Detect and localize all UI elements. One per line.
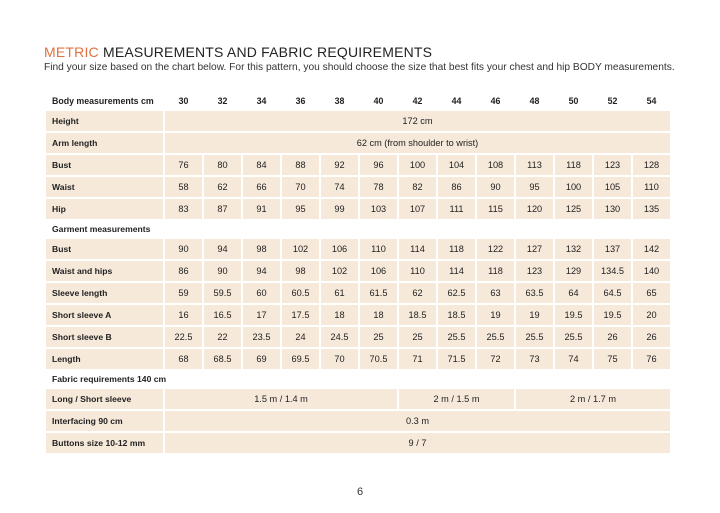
row-label-waist: Waist (46, 177, 163, 197)
table-row (46, 111, 670, 131)
row-label-long-short-sleeve: Long / Short sleeve (46, 389, 163, 409)
table-row (46, 305, 670, 325)
table-cell: 123 (516, 261, 553, 281)
table-cell: 72 (477, 349, 514, 369)
table-cell: 18 (321, 305, 358, 325)
table-cell: 91 (243, 199, 280, 219)
size-header-38: 38 (334, 95, 345, 106)
title-rest: MEASUREMENTS AND FABRIC REQUIREMENTS (98, 44, 433, 60)
size-header-48: 48 (529, 95, 540, 106)
table-cell: 71 (399, 349, 436, 369)
table-cell: 16.5 (204, 305, 241, 325)
table-row (46, 261, 670, 281)
group-value-2: 2 m / 1.7 m (516, 389, 670, 409)
table-cell: 22 (204, 327, 241, 347)
table-cell: 118 (477, 261, 514, 281)
table-cell: 58 (165, 177, 202, 197)
span-value-interfacing-90-cm: 0.3 m (165, 411, 670, 431)
table-cell: 61.5 (360, 283, 397, 303)
table-cell: 60 (243, 283, 280, 303)
table-cell: 70.5 (360, 349, 397, 369)
table-cell: 71.5 (438, 349, 475, 369)
table-cell: 94 (204, 239, 241, 259)
table-cell: 86 (165, 261, 202, 281)
size-header-40: 40 (373, 95, 384, 106)
table-row (46, 239, 670, 259)
row-label-arm-length: Arm length (46, 133, 163, 153)
table-cell: 129 (555, 261, 592, 281)
table-cell: 84 (243, 155, 280, 175)
table-cell: 19.5 (594, 305, 631, 325)
table-cell: 70 (282, 177, 319, 197)
table-cell: 114 (399, 239, 436, 259)
table-cell: 66 (243, 177, 280, 197)
table-cell: 78 (360, 177, 397, 197)
span-value-arm-length: 62 cm (from shoulder to wrist) (165, 133, 670, 153)
table-row (46, 177, 670, 197)
table-cell: 118 (438, 239, 475, 259)
table-cell: 80 (204, 155, 241, 175)
table-cell: 76 (633, 349, 670, 369)
row-label-sleeve-length: Sleeve length (46, 283, 163, 303)
table-cell: 60.5 (282, 283, 319, 303)
table-cell: 106 (360, 261, 397, 281)
table-cell: 128 (633, 155, 670, 175)
table-cell: 120 (516, 199, 553, 219)
table-cell: 59 (165, 283, 202, 303)
table-row (46, 155, 670, 175)
row-label-short-sleeve-b: Short sleeve B (46, 327, 163, 347)
table-cell: 26 (594, 327, 631, 347)
table-cell: 70 (321, 349, 358, 369)
header-label: Body measurements cm (52, 95, 154, 106)
table-cell: 140 (633, 261, 670, 281)
table-cell: 24 (282, 327, 319, 347)
table-cell: 18.5 (438, 305, 475, 325)
section-row (46, 371, 670, 387)
size-header-32: 32 (217, 95, 228, 106)
table-row (46, 433, 670, 453)
row-label-short-sleeve-a: Short sleeve A (46, 305, 163, 325)
size-header-46: 46 (490, 95, 501, 106)
table-cell: 106 (321, 239, 358, 259)
table-cell: 25.5 (516, 327, 553, 347)
table-cell: 25.5 (438, 327, 475, 347)
table-cell: 98 (243, 239, 280, 259)
group-value-0: 1.5 m / 1.4 m (165, 389, 397, 409)
table-cell: 59.5 (204, 283, 241, 303)
table-cell: 125 (555, 199, 592, 219)
section-label-garment-measurements: Garment measurements (52, 224, 151, 234)
table-cell: 23.5 (243, 327, 280, 347)
row-label-hip: Hip (46, 199, 163, 219)
table-cell: 68.5 (204, 349, 241, 369)
table-cell: 110 (399, 261, 436, 281)
table-cell: 75 (594, 349, 631, 369)
table-cell: 137 (594, 239, 631, 259)
size-header-44: 44 (451, 95, 462, 106)
table-cell: 22.5 (165, 327, 202, 347)
table-cell: 25 (399, 327, 436, 347)
table-cell: 113 (516, 155, 553, 175)
page-number: 6 (356, 486, 364, 498)
table-cell: 74 (321, 177, 358, 197)
table-row (46, 327, 670, 347)
table-cell: 19.5 (555, 305, 592, 325)
table-cell: 69.5 (282, 349, 319, 369)
row-label-buttons-size-10-12-mm: Buttons size 10-12 mm (46, 433, 163, 453)
table-cell: 114 (438, 261, 475, 281)
table-cell: 118 (555, 155, 592, 175)
table-cell: 98 (282, 261, 319, 281)
row-label-interfacing-90-cm: Interfacing 90 cm (46, 411, 163, 431)
size-header-54: 54 (646, 95, 657, 106)
size-header-36: 36 (295, 95, 306, 106)
row-label-bust: Bust (46, 239, 163, 259)
table-row (46, 199, 670, 219)
table-cell: 115 (477, 199, 514, 219)
table-cell: 62 (204, 177, 241, 197)
table-cell: 73 (516, 349, 553, 369)
table-cell: 62.5 (438, 283, 475, 303)
table-cell: 17.5 (282, 305, 319, 325)
row-label-waist-and-hips: Waist and hips (46, 261, 163, 281)
table-cell: 95 (516, 177, 553, 197)
table-cell: 92 (321, 155, 358, 175)
table-cell: 95 (282, 199, 319, 219)
page-title (44, 44, 432, 60)
table-cell: 76 (165, 155, 202, 175)
table-cell: 104 (438, 155, 475, 175)
header-row (46, 92, 670, 109)
table-cell: 83 (165, 199, 202, 219)
table-cell: 111 (438, 199, 475, 219)
size-header-42: 42 (412, 95, 423, 106)
table-row (46, 283, 670, 303)
span-value-height: 172 cm (165, 111, 670, 131)
size-header-50: 50 (568, 95, 579, 106)
table-cell: 90 (204, 261, 241, 281)
table-cell: 130 (594, 199, 631, 219)
size-header-30: 30 (178, 95, 189, 106)
group-value-1: 2 m / 1.5 m (399, 389, 514, 409)
table-cell: 65 (633, 283, 670, 303)
table-cell: 20 (633, 305, 670, 325)
size-header-52: 52 (607, 95, 618, 106)
table-cell: 90 (165, 239, 202, 259)
table-cell: 142 (633, 239, 670, 259)
table-cell: 132 (555, 239, 592, 259)
span-value-buttons-size-10-12-mm: 9 / 7 (165, 433, 670, 453)
table-cell: 102 (282, 239, 319, 259)
table-cell: 25.5 (555, 327, 592, 347)
table-cell: 18.5 (399, 305, 436, 325)
size-header-34: 34 (256, 95, 267, 106)
table-cell: 63 (477, 283, 514, 303)
table-cell: 105 (594, 177, 631, 197)
section-row (46, 221, 670, 237)
table-cell: 17 (243, 305, 280, 325)
table-row (46, 389, 670, 409)
size-chart-table (44, 90, 672, 455)
row-label-bust: Bust (46, 155, 163, 175)
table-cell: 110 (633, 177, 670, 197)
table-row (46, 411, 670, 431)
table-cell: 122 (477, 239, 514, 259)
table-cell: 102 (321, 261, 358, 281)
table-row (46, 133, 670, 153)
table-cell: 127 (516, 239, 553, 259)
title-accent: METRIC (44, 44, 99, 60)
section-label-fabric-requirements-140-cm: Fabric requirements 140 cm (52, 374, 167, 384)
table-cell: 25.5 (477, 327, 514, 347)
table-cell: 100 (399, 155, 436, 175)
table-cell: 64.5 (594, 283, 631, 303)
table-cell: 96 (360, 155, 397, 175)
table-cell: 61 (321, 283, 358, 303)
table-cell: 90 (477, 177, 514, 197)
table-cell: 26 (633, 327, 670, 347)
table-cell: 87 (204, 199, 241, 219)
table-cell: 82 (399, 177, 436, 197)
table-cell: 64 (555, 283, 592, 303)
table-cell: 62 (399, 283, 436, 303)
row-label-length: Length (46, 349, 163, 369)
table-cell: 68 (165, 349, 202, 369)
table-cell: 94 (243, 261, 280, 281)
table-cell: 108 (477, 155, 514, 175)
table-cell: 25 (360, 327, 397, 347)
table-cell: 16 (165, 305, 202, 325)
table-cell: 99 (321, 199, 358, 219)
row-label-height: Height (46, 111, 163, 131)
table-cell: 86 (438, 177, 475, 197)
table-cell: 88 (282, 155, 319, 175)
intro-text: Find your size based on the chart below. For this pattern, you should choose the size that best fits your chest and hip BODY measurements. (44, 62, 675, 73)
table-cell: 110 (360, 239, 397, 259)
table-cell: 19 (477, 305, 514, 325)
table-cell: 103 (360, 199, 397, 219)
table-cell: 135 (633, 199, 670, 219)
table-cell: 100 (555, 177, 592, 197)
table-cell: 18 (360, 305, 397, 325)
table-cell: 107 (399, 199, 436, 219)
table-cell: 74 (555, 349, 592, 369)
table-cell: 69 (243, 349, 280, 369)
table-cell: 19 (516, 305, 553, 325)
table-cell: 24.5 (321, 327, 358, 347)
table-cell: 134.5 (594, 261, 631, 281)
table-row (46, 349, 670, 369)
table-cell: 63.5 (516, 283, 553, 303)
table-cell: 123 (594, 155, 631, 175)
